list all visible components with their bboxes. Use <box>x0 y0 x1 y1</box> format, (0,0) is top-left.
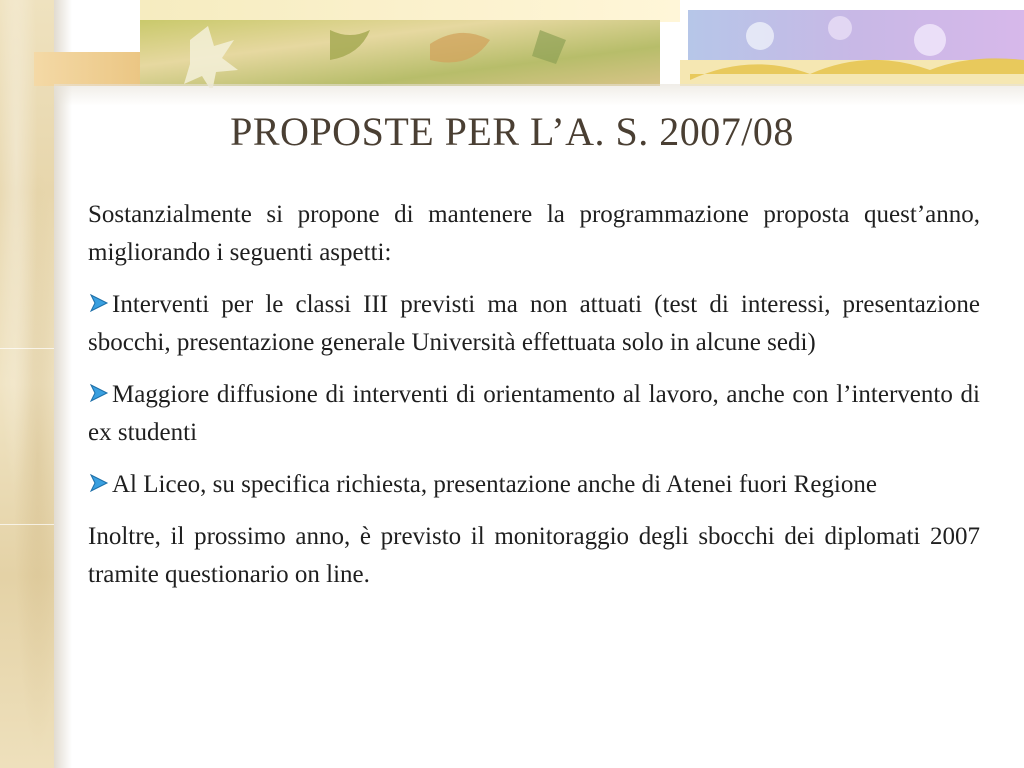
bullet-text: Interventi per le classi III previsti ma non attuati (test di interessi, presentazione sbocchi, presentazione generale Università effettuata solo in alcune sedi) <box>88 291 980 356</box>
bullet-item <box>88 466 980 504</box>
sidebar-divider <box>0 524 54 525</box>
flower-shape <box>746 22 774 50</box>
slide-body <box>88 196 980 608</box>
decorative-banner <box>0 0 1024 88</box>
arrow-bullet-icon <box>88 382 110 404</box>
sidebar-divider <box>0 348 54 349</box>
intro-paragraph: Sostanzialmente si propone di mantenere la programmazione proposta quest’anno, migliorando i seguenti aspetti: <box>88 201 980 266</box>
banner-artwork <box>0 0 1024 88</box>
flower-shape <box>828 16 852 40</box>
arrow-bullet-icon <box>88 472 110 494</box>
arrow-bullet-icon <box>88 292 110 314</box>
flower-shape <box>914 24 946 56</box>
bullet-item <box>88 376 980 452</box>
banner-panel <box>140 0 680 22</box>
banner-fade <box>54 84 1024 106</box>
bullet-text: Maggiore diffusione di interventi di orientamento al lavoro, anche con l’intervento di ex studenti <box>88 381 980 446</box>
bullet-text: Al Liceo, su specifica richiesta, presentazione anche di Atenei fuori Regione <box>112 471 877 498</box>
closing-paragraph: Inoltre, il prossimo anno, è previsto il monitoraggio degli sbocchi dei diplomati 2007 tramite questionario on line. <box>88 523 980 588</box>
slide-title: PROPOSTE PER L’A. S. 2007/08 <box>230 109 794 154</box>
banner-panel <box>688 10 1024 66</box>
bullet-item <box>88 286 980 362</box>
